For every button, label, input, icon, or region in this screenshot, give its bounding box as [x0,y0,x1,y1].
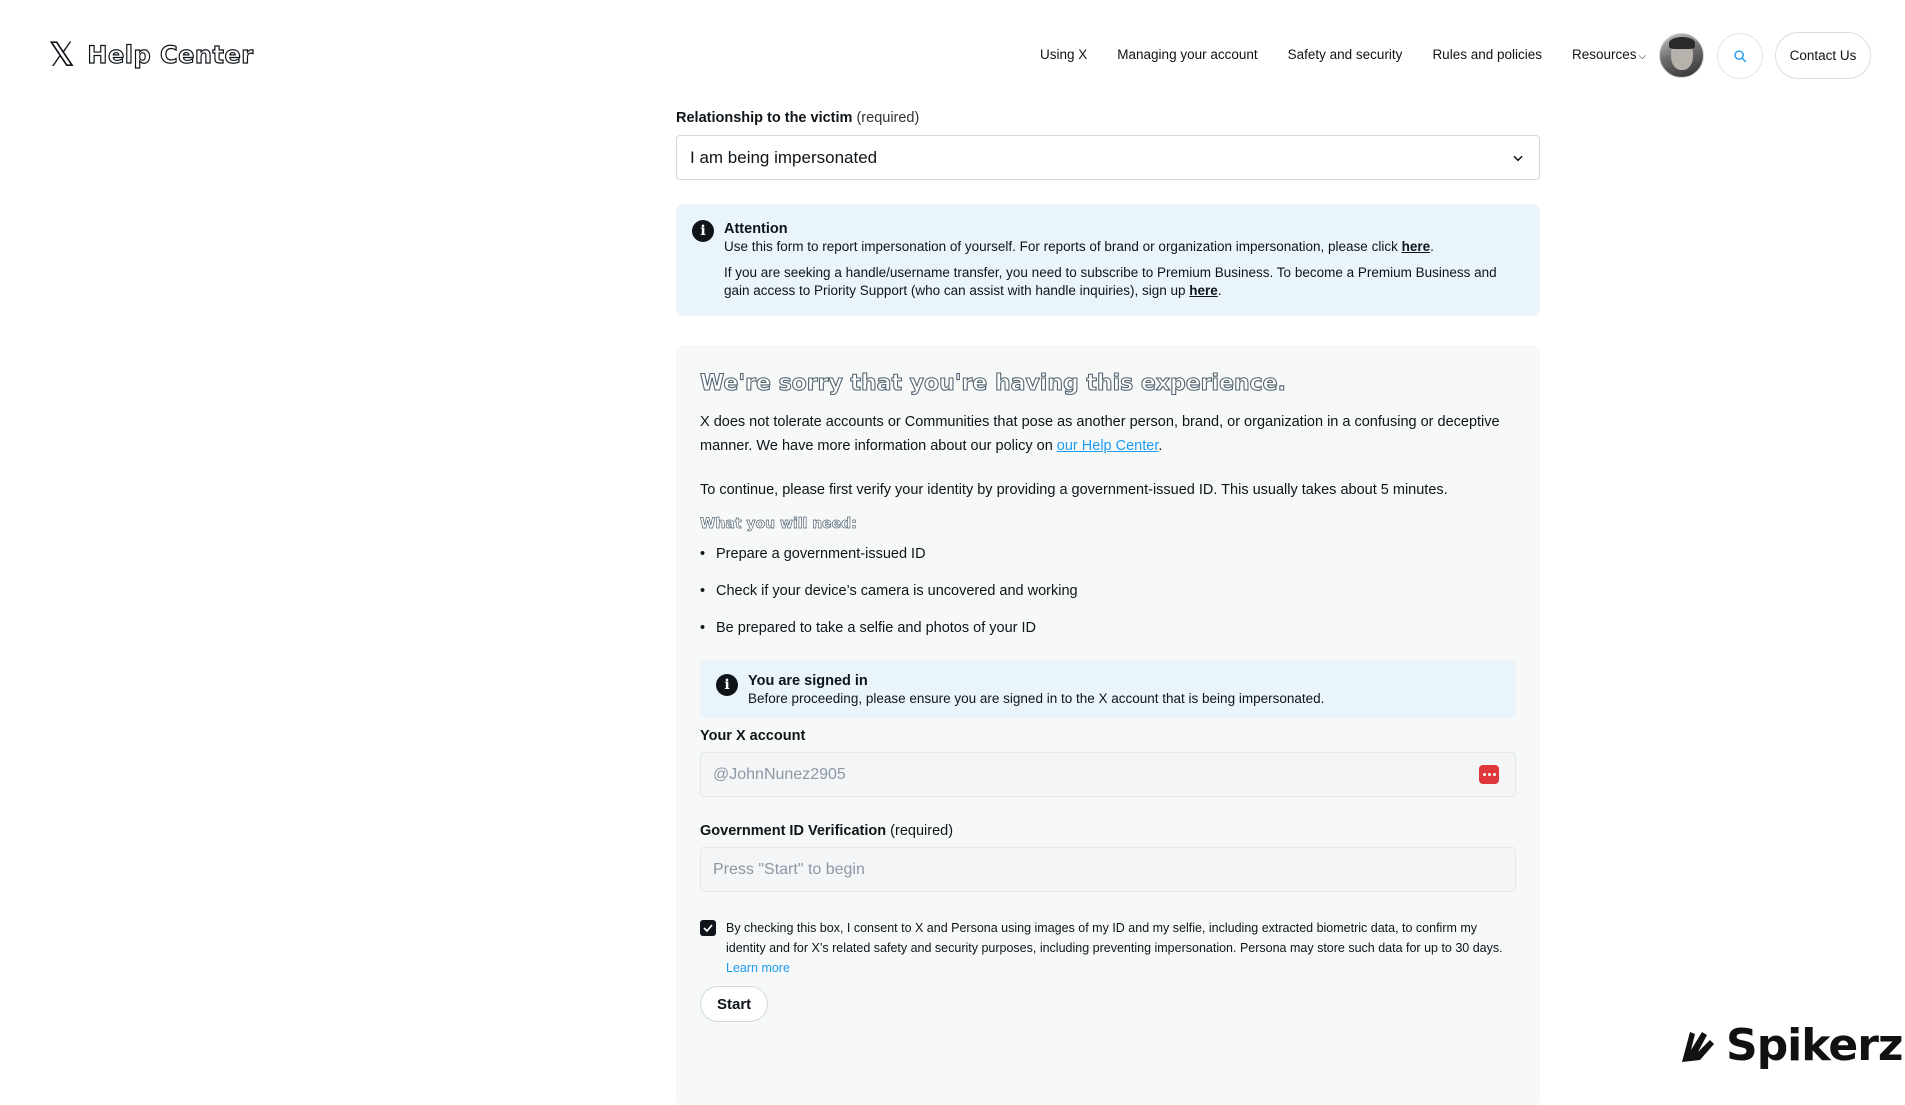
what-you-need-heading: What you will need: [700,516,857,532]
spikerz-logo-icon [1680,1026,1722,1066]
info-icon: i [692,220,714,242]
watermark-text: Spikerz [1726,1020,1903,1071]
attention-line-1-text: Use this form to report impersonation of yourself. For reports of brand or organization impersonation, please click [724,239,1398,254]
contact-us-button[interactable]: Contact Us [1775,32,1871,79]
report-form [676,110,1540,1105]
attention-line-2: If you are seeking a handle/username transfer, you need to subscribe to Premium Business. To become a Premium Business and gain access to Priority Support (who can assist with handle inquiries), sign up here. [724,265,1497,298]
required-marker: (required) [856,110,920,126]
list-item: • Be prepared to take a selfie and photos of your ID [700,618,1516,638]
nav-rules-policies[interactable]: Rules and policies [1432,47,1542,62]
panel-heading: We're sorry that you're having this experience. [700,371,1286,396]
search-button[interactable] [1717,33,1763,79]
site-header [0,0,1905,110]
consent-row [700,918,1516,978]
verification-panel [676,345,1540,1105]
account-label: Your X account [700,728,806,744]
attention-callout [676,204,1540,316]
signed-in-text: Before proceeding, please ensure you are signed in to the X account that is being impersonated. [748,691,1325,706]
avatar-hair [1669,37,1695,49]
consent-text-body: By checking this box, I consent to X and Persona using images of my ID and my selfie, including extracted biometric data, to confirm my identity and for X’s related safety and security purposes, including preventing impersonation. Persona may store such data for up to 30 days. [726,921,1503,955]
signed-in-title: You are signed in [748,673,868,689]
gov-id-field[interactable] [700,847,1516,892]
gov-id-placeholder: Press "Start" to begin [713,860,865,878]
password-manager-icon[interactable] [1479,765,1499,784]
x-logo-icon: 𝕏 [48,35,76,75]
attention-line-1: Use this form to report impersonation of yourself. For reports of brand or organization impersonation, please click here. [724,239,1434,254]
gov-id-label [700,823,1516,839]
relationship-select[interactable] [676,135,1540,180]
relationship-label-text: Relationship to the victim [676,110,853,126]
list-item: • Prepare a government-issued ID [700,544,1516,564]
search-icon [1733,49,1747,63]
avatar[interactable] [1659,33,1704,78]
consent-text [726,918,1516,978]
premium-signup-link[interactable]: here [1189,283,1218,298]
spikerz-watermark [1680,1022,1903,1070]
attention-title: Attention [724,221,788,237]
verify-paragraph: To continue, please first verify your identity by providing a government-issued ID. This usually takes about 5 minutes. [700,482,1448,498]
list-item: • Check if your device’s camera is uncovered and working [700,581,1516,601]
policy-paragraph: X does not tolerate accounts or Communities that pose as another person, brand, or organization in a confusing or deceptive manner. We have more information about our policy on our Help Center. [700,414,1500,454]
help-center-link[interactable]: our Help Center [1056,438,1159,454]
account-value: @JohnNunez2905 [713,765,846,783]
relationship-label [676,110,1540,126]
relationship-selected-value: I am being impersonated [690,147,878,167]
account-field[interactable] [700,752,1516,797]
gov-id-label-text: Government ID Verification [700,823,887,839]
nav-resources-label: Resources [1572,47,1637,62]
requirements-list [700,544,1516,638]
checkmark-icon [702,922,714,934]
policy-paragraph-text: X does not tolerate accounts or Communities that pose as another person, brand, or organization in a confusing or deceptive manner. We have more information about our policy on [700,414,1500,454]
required-marker: (required) [890,823,954,839]
nav-safety-security[interactable]: Safety and security [1287,47,1403,62]
chevron-down-icon: ⌵ [1638,51,1647,62]
info-icon: i [716,674,738,696]
learn-more-link[interactable]: Learn more [726,961,790,975]
nav-using-x[interactable]: Using X [1040,47,1088,62]
start-button[interactable]: Start [700,986,768,1022]
signed-in-notice [700,660,1516,718]
main-nav [1040,47,1646,62]
help-center-logo[interactable] [48,35,254,75]
consent-checkbox[interactable] [700,920,716,936]
chevron-down-icon [1511,151,1525,165]
nav-resources[interactable] [1572,47,1646,62]
nav-managing-account[interactable]: Managing your account [1117,47,1258,62]
logo-text: Help Center [87,41,254,69]
brand-impersonation-link[interactable]: here [1401,239,1431,254]
attention-line-2-text: If you are seeking a handle/username transfer, you need to subscribe to Premium Business. To become a Premium Business and gain access to Priority Support (who can assist with handle inquiries), sign up [724,265,1497,298]
